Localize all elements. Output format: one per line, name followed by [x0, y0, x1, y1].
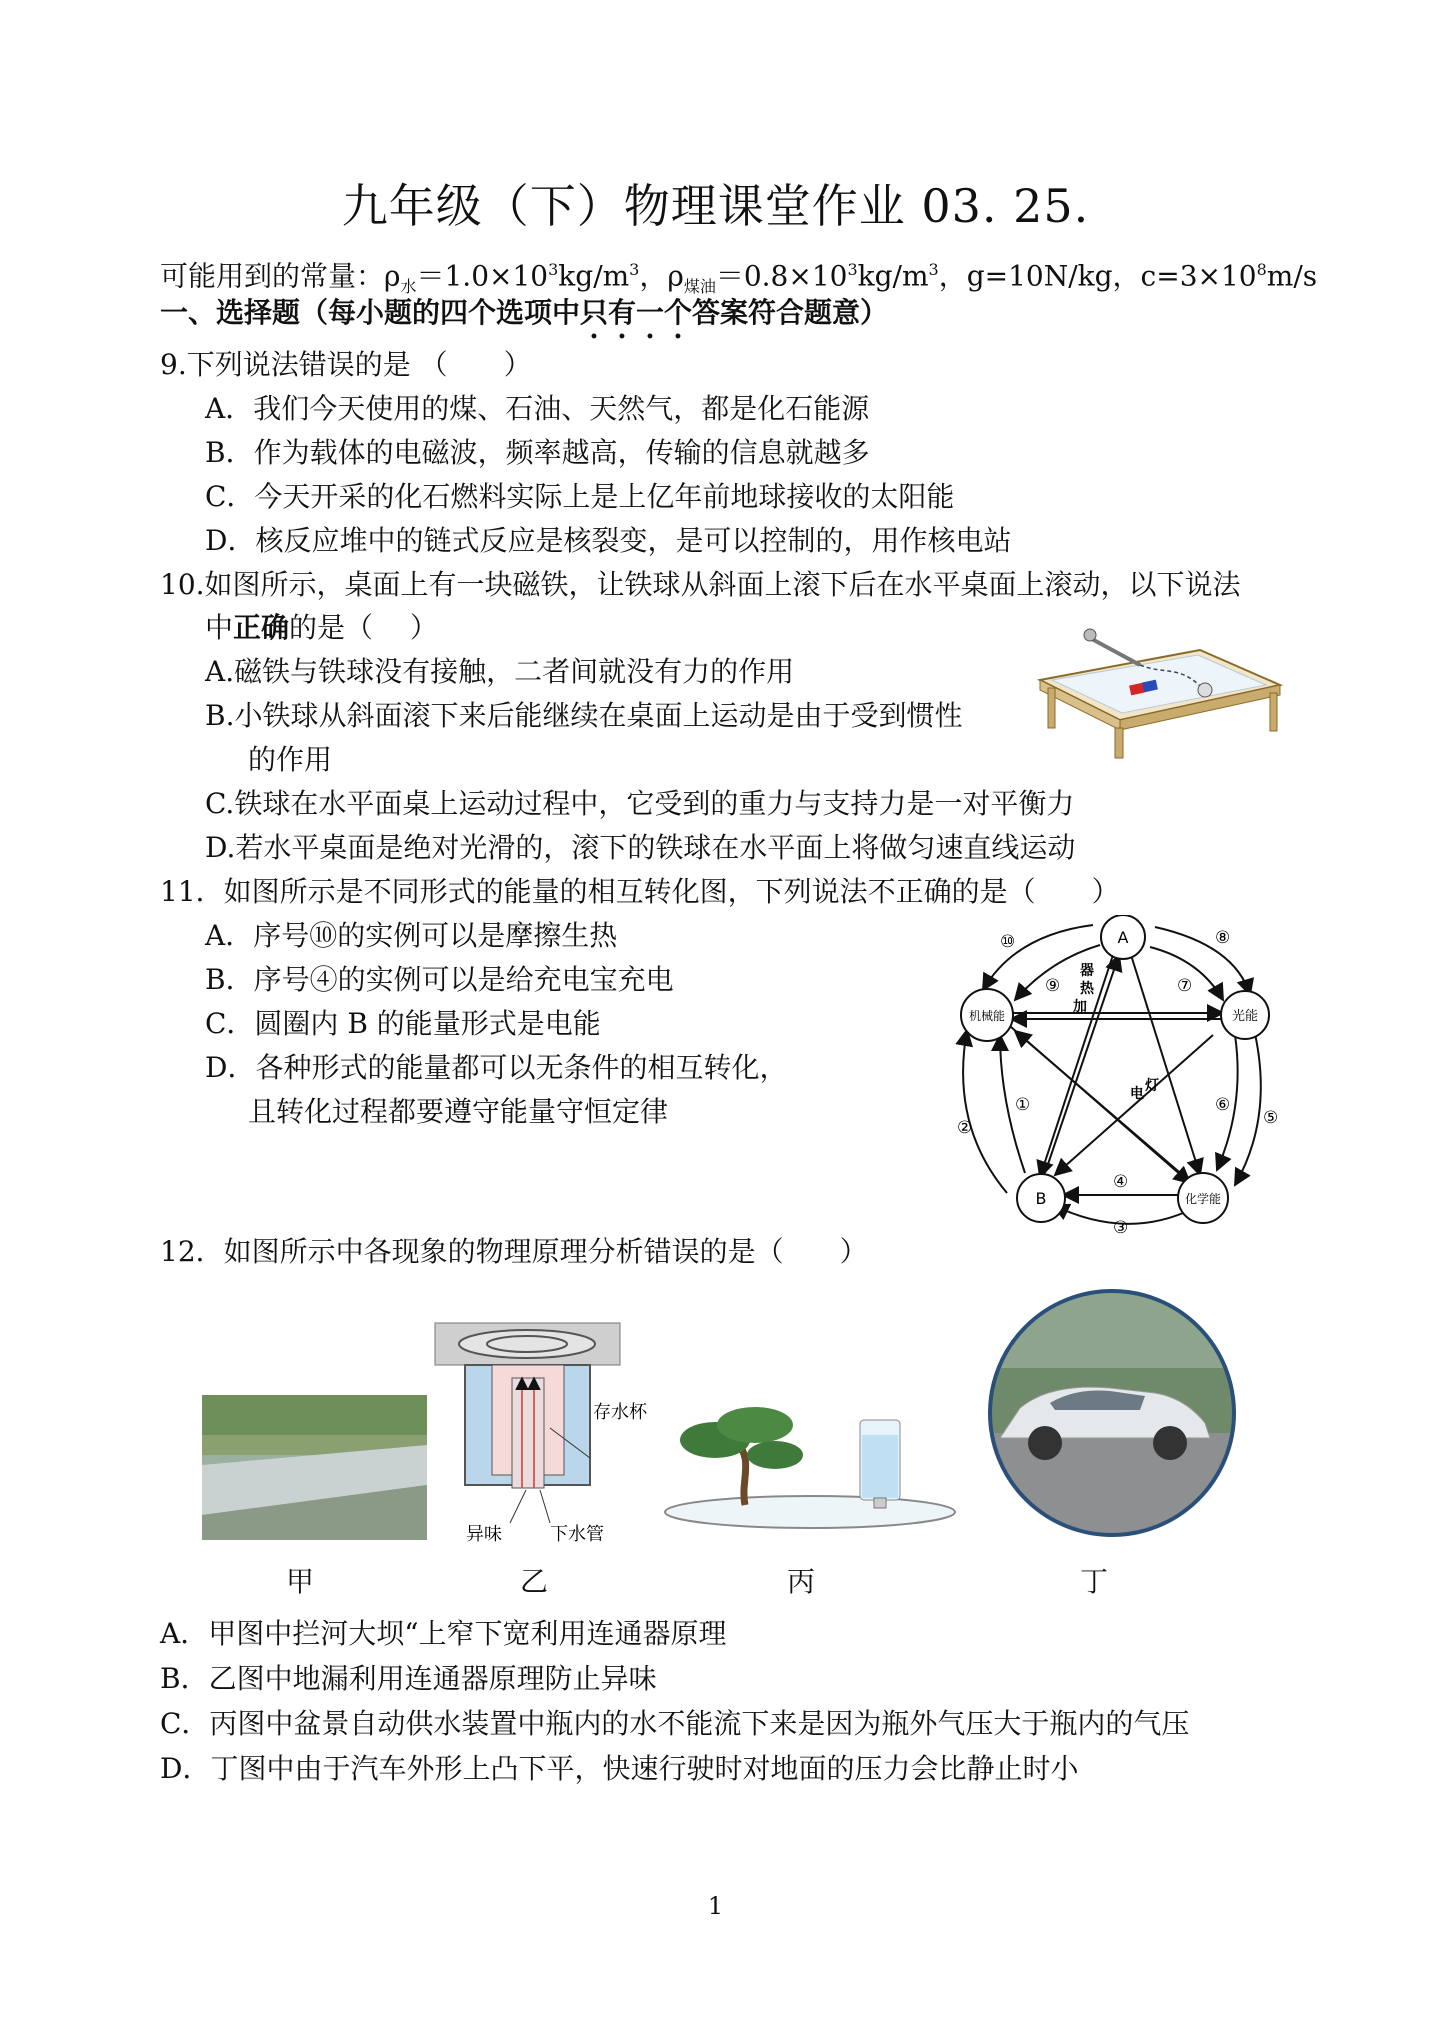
const-comma: ，ρ	[639, 259, 684, 293]
car-wheel-front	[1028, 1426, 1062, 1460]
page-number: 1	[707, 1892, 724, 1920]
car-bg-top	[980, 1288, 1245, 1368]
odor-leader	[510, 1490, 526, 1523]
label-lamp-2: 电	[1130, 1086, 1144, 1102]
q10-table-figure	[1030, 610, 1290, 760]
bonsai-tray	[665, 1496, 955, 1528]
node-mech-label: 机械能	[968, 1009, 1006, 1023]
page-title: 九年级（下）物理课堂作业 03. 25.	[341, 179, 1090, 233]
table-leg-2	[1115, 728, 1123, 758]
label-heater-1: 器	[1080, 963, 1094, 979]
figure-bonsai	[660, 1400, 960, 1535]
pipe-leader	[540, 1490, 550, 1523]
exp-3: 3	[548, 260, 559, 279]
q10-option-d: D.若水平桌面是绝对光滑的，滚下的铁球在水平面上将做匀速直线运动	[205, 831, 1076, 864]
exp-3d: 3	[928, 260, 939, 279]
ramp	[1090, 638, 1140, 665]
ball-start	[1084, 629, 1096, 641]
car-wheel-rear	[1153, 1426, 1187, 1460]
c-unit: m/s	[1266, 259, 1318, 293]
num-5: ⑤	[1263, 1108, 1279, 1128]
water-val: ＝1.0×10	[416, 259, 549, 293]
unit-kgm: kg/m	[558, 259, 630, 293]
table-leg-3	[1270, 693, 1277, 731]
caption-bing: 丙	[787, 1565, 816, 1598]
section-head: 一、选择题（每小题的四个选项中	[160, 296, 581, 329]
num-3: ③	[1113, 1218, 1129, 1235]
q10-option-c: C.铁球在水平面桌上运动过程中，它受到的重力与支持力是一对平衡力	[205, 787, 1075, 820]
num-7: ⑦	[1177, 976, 1193, 996]
arrow-chem-mech	[1015, 1031, 1185, 1177]
q9-option-a: A．我们今天使用的煤、石油、天然气，都是化石能源	[205, 392, 870, 425]
figure-floor-drain	[430, 1318, 670, 1548]
section-heading	[160, 293, 888, 345]
arrow-5	[1235, 1025, 1261, 1185]
q9-option-d: D．核反应堆中的链式反应是核裂变，是可以控制的，用作核电站	[205, 524, 1012, 557]
kerosene-sub: 煤油	[683, 276, 716, 296]
q11-option-d-2: 且转化过程都要遵守能量守恒定律	[248, 1095, 669, 1128]
exp-3b: 3	[629, 260, 640, 279]
figure-car	[980, 1288, 1245, 1538]
node-a-label: A	[1117, 928, 1129, 947]
drain-ring	[459, 1330, 595, 1358]
q12-option-c: C．丙图中盆景自动供水装置中瓶内的水不能流下来是因为瓶外气压大于瓶内的气压	[160, 1707, 1190, 1740]
label-odor: 异味	[466, 1524, 502, 1545]
arrow-8	[1155, 927, 1250, 995]
const-prefix: 可能用到的常量：ρ	[160, 259, 401, 293]
q12-stem: 12．如图所示中各现象的物理原理分析错误的是（ ）	[160, 1235, 868, 1268]
q11-option-b: B．序号④的实例可以是给充电宝充电	[205, 963, 674, 996]
exp-3c: 3	[847, 260, 858, 279]
num-8: ⑧	[1215, 928, 1231, 948]
label-heater-3: 加	[1073, 999, 1087, 1015]
caption-ding: 丁	[1080, 1565, 1109, 1598]
num-4: ④	[1113, 1172, 1129, 1192]
num-6: ⑥	[1215, 1095, 1231, 1115]
q10-stem-2	[205, 608, 438, 648]
node-chem-label: 化学能	[1184, 1192, 1222, 1206]
bonsai-foliage-3	[747, 1441, 803, 1469]
drain-pipe	[512, 1378, 544, 1488]
node-b-label: B	[1035, 1189, 1047, 1208]
section-emph: 只有一个	[580, 296, 693, 329]
q9-option-b: B．作为载体的电磁波，频率越高，传输的信息就越多	[205, 436, 870, 469]
label-pipe: 下水管	[550, 1524, 604, 1545]
q10-option-a: A.磁铁与铁球没有接触，二者间就没有力的作用	[205, 655, 795, 688]
kerosene-val: ＝0.8×10	[715, 259, 848, 293]
label-lamp-1: 灯	[1145, 1078, 1159, 1094]
ball-end	[1198, 683, 1212, 697]
q12-option-b: B．乙图中地漏利用连通器原理防止异味	[160, 1662, 657, 1695]
q10-stem-1: 10.如图所示，桌面上有一块磁铁，让铁球从斜面上滚下后在水平桌面上滚动，以下说法	[160, 568, 1241, 601]
bottle-water	[862, 1435, 898, 1498]
q10-option-b-1: B.小铁球从斜面滚下来后能继续在桌面上运动是由于受到惯性	[205, 699, 963, 732]
water-sub: 水	[400, 276, 417, 296]
q11-option-d-1: D．各种形式的能量都可以无条件的相互转化，	[205, 1051, 788, 1084]
q12-option-d: D．丁图中由于汽车外形上凸下平，快速行驶时对地面的压力会比静止时小	[160, 1752, 1079, 1785]
label-cup: 存水杯	[593, 1402, 647, 1423]
section-tail: 答案符合题意）	[692, 296, 889, 329]
q9-stem: 9.下列说法错误的是 （ ）	[160, 348, 532, 381]
unit-kgm-2: kg/m	[857, 259, 929, 293]
bottle-neck	[874, 1498, 886, 1508]
num-9: ⑨	[1045, 976, 1061, 996]
q11-option-c: C．圆圈内 B 的能量形式是电能	[205, 1007, 601, 1040]
num-2: ②	[957, 1118, 973, 1138]
car-road	[980, 1433, 1245, 1538]
table-leg-1	[1048, 688, 1055, 728]
q11-option-a: A．序号⑩的实例可以是摩擦生热	[205, 919, 618, 952]
num-1: ①	[1015, 1095, 1031, 1115]
exp-8: 8	[1256, 260, 1267, 279]
q12-option-a: A．甲图中拦河大坝“上窄下宽利用连通器原理	[160, 1617, 727, 1650]
q10-option-b-2: 的作用	[248, 743, 333, 776]
caption-jia: 甲	[286, 1565, 315, 1598]
q11-stem: 11．如图所示是不同形式的能量的相互转化图，下列说法不正确的是（ ）	[160, 875, 1120, 908]
node-light-label: 光能	[1231, 1009, 1259, 1024]
label-heater-2: 热	[1080, 981, 1094, 997]
g-and-c: ，g=10N/kg，c=3×10	[938, 259, 1257, 293]
caption-yi: 乙	[520, 1565, 549, 1598]
q10-stem-2a: 中	[205, 611, 234, 644]
arrow-light-b	[1055, 1035, 1213, 1175]
q9-option-c: C．今天开采的化石燃料实际上是上亿年前地球接收的太阳能	[205, 480, 955, 513]
q10-stem-2b: 正确	[233, 611, 290, 644]
energy-conversion-diagram	[945, 915, 1300, 1235]
figure-dam	[202, 1395, 427, 1540]
bonsai-foliage-2	[717, 1407, 793, 1443]
num-10: ⑩	[1000, 932, 1016, 952]
q10-stem-2c: 的是（ ）	[289, 611, 438, 644]
